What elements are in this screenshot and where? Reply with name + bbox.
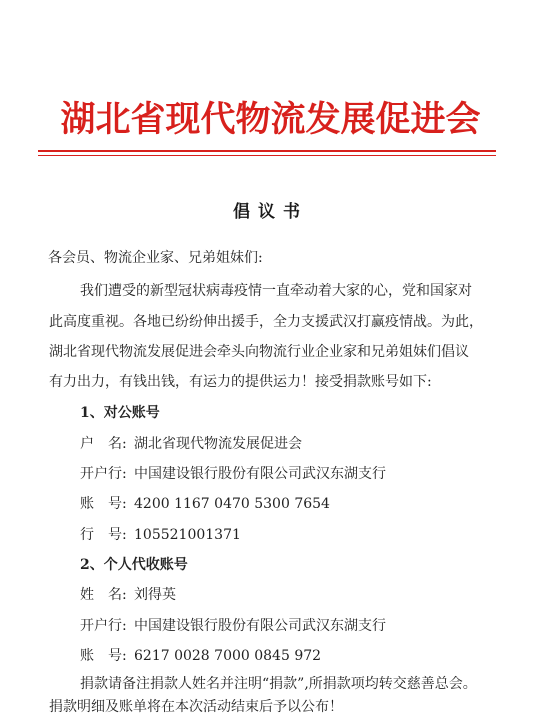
field-value: 刘得英 <box>134 587 176 603</box>
field-label: 户 名: <box>80 436 127 452</box>
account-row <box>80 525 241 545</box>
organization-title: 湖北省现代物流发展促进会 <box>60 100 481 140</box>
document-title: 倡议书 <box>233 202 308 222</box>
field-label: 账 号: <box>80 648 127 664</box>
header-rule-thick <box>38 150 496 152</box>
salutation: 各会员、物流企业家、兄弟姐妹们: <box>48 250 263 266</box>
field-value: 6217 0028 7000 0845 972 <box>134 648 322 664</box>
body-line: 此高度重视。各地已纷纷伸出援手，全力支援武汉打赢疫情战。为此， <box>49 314 483 330</box>
account-row <box>80 616 386 636</box>
field-value: 4200 1167 0470 5300 7654 <box>134 496 330 512</box>
field-value: 中国建设银行股份有限公司武汉东湖支行 <box>134 618 386 634</box>
field-label: 开户行: <box>80 618 127 634</box>
body-line: 湖北省现代物流发展促进会牵头向物流行业企业家和兄弟姐妹们倡议 <box>49 344 469 360</box>
account-row <box>80 585 176 605</box>
field-label: 账 号: <box>80 496 127 512</box>
header-rule-thin <box>38 155 496 156</box>
closing-line: 捐款请备注捐款人姓名并注明“捐款”,所捐款项均转交慈善总会。 <box>80 676 477 692</box>
account-row <box>80 464 386 484</box>
field-value: 中国建设银行股份有限公司武汉东湖支行 <box>134 466 386 482</box>
closing-line: 捐款明细及账单将在本次活动结束后予以公布！ <box>49 699 343 715</box>
field-label: 姓 名: <box>80 587 127 603</box>
field-value: 湖北省现代物流发展促进会 <box>134 436 302 452</box>
account-row <box>80 434 302 454</box>
field-label: 行 号: <box>80 527 127 543</box>
body-line: 有力出力，有钱出钱，有运力的提供运力！接受捐款账号如下: <box>49 374 432 390</box>
field-label: 开户行: <box>80 466 127 482</box>
section-heading-personal-account: 2、个人代收账号 <box>80 557 188 573</box>
account-row <box>80 646 321 666</box>
account-row <box>80 494 330 514</box>
section-heading-corporate-account: 1、对公账号 <box>80 405 160 421</box>
field-value: 105521001371 <box>134 527 241 543</box>
body-line: 我们遭受的新型冠状病毒疫情一直牵动着大家的心，党和国家对 <box>80 283 472 299</box>
